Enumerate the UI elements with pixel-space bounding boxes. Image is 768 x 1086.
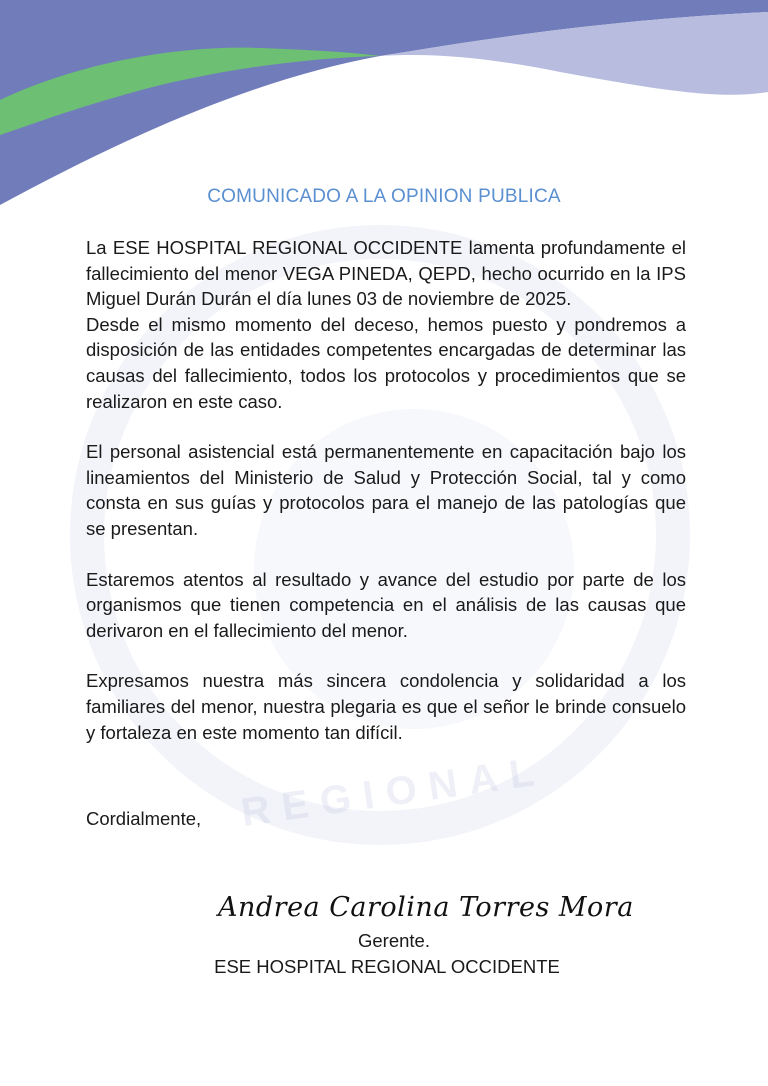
- signer-organization: ESE HOSPITAL REGIONAL OCCIDENTE: [214, 956, 560, 977]
- watermark-text: REGIONAL: [238, 748, 549, 836]
- closing-salutation: Cordialmente,: [86, 808, 202, 829]
- paragraph: Desde el mismo momento del deceso, hemos puesto y pondremos a disposición de las entidades competentes encargadas de determinar las causas del fallecimiento, todos los protocolos y procedimientos que se realizaron en este caso.: [86, 313, 686, 412]
- signer-role: Gerente.: [358, 930, 430, 951]
- document-body: [86, 235, 686, 745]
- paragraph: La ESE HOSPITAL REGIONAL OCCIDENTE lamenta profundamente el fallecimiento del menor VEGA PINEDA, QEPD, hecho ocurrido en la IPS Miguel Durán Durán el día lunes 03 de noviembre de 2025.: [86, 237, 686, 310]
- document-title: COMUNICADO A LA OPINION PUBLICA: [207, 186, 561, 207]
- paragraph: Estaremos atentos al resultado y avance del estudio por parte de los organismos que tienen competencia en el análisis de las causas que derivaron en el fallecimiento del menor.: [86, 568, 686, 641]
- paragraph: Expresamos nuestra más sincera condolencia y solidaridad a los familiares del menor, nuestra plegaria es que el señor le brinde consuelo y fortaleza en este momento tan difícil.: [86, 670, 686, 743]
- paragraph: El personal asistencial está permanentemente en capacitación bajo los lineamientos del Ministerio de Salud y Protección Social, tal y como consta en sus guías y protocolos para el manejo de las patologías que se presentan.: [86, 441, 686, 539]
- handwritten-signature: Andrea Carolina Torres Mora: [218, 892, 634, 923]
